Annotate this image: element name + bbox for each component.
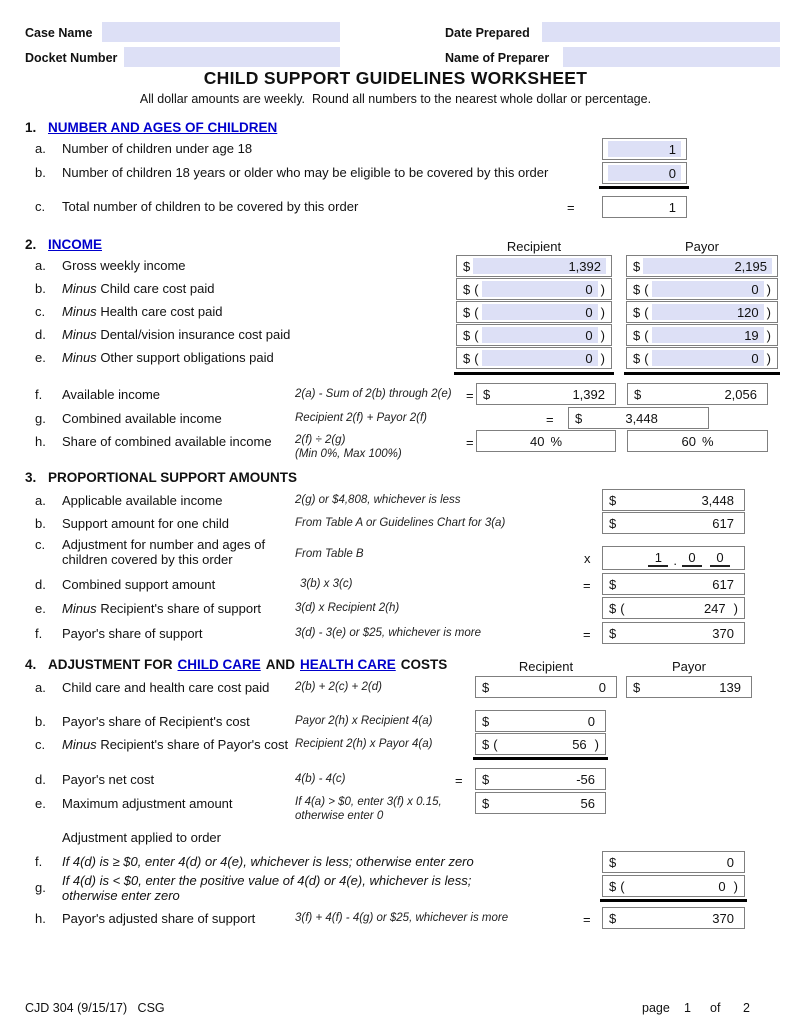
row-3c-formula: From Table B [295, 548, 364, 560]
row-3e-formula: 3(d) x Recipient 2(h) [295, 602, 400, 614]
row-4h-letter: h. [35, 911, 46, 926]
field-4b-value: 0 [587, 713, 595, 729]
field-2g-value: 3,448 [625, 410, 658, 426]
row-2g-formula: Recipient 2(f) + Payor 2(f) [295, 412, 427, 424]
row-2h-equals: = [466, 435, 474, 450]
open-paren: ( [644, 304, 649, 320]
page-title: CHILD SUPPORT GUIDELINES WORKSHEET [203, 68, 588, 88]
section3-title: PROPORTIONAL SUPPORT AMOUNTS [48, 470, 298, 485]
row-3d-equals: = [583, 578, 591, 593]
sum-line-4g [600, 899, 747, 902]
field-4h-box [602, 907, 745, 929]
field-2h-payor-box [627, 430, 768, 452]
row-3f-equals: = [583, 627, 591, 642]
row-1b-label: Number of children 18 years or older who may be eligible to be covered by this order [62, 165, 549, 180]
close-paren: ) [766, 350, 771, 366]
field-3d-value: 617 [712, 576, 734, 592]
row-3e-letter: e. [35, 601, 46, 616]
field-4e-box [475, 792, 606, 814]
open-paren: ( [644, 281, 649, 297]
dollar-sign: $ [633, 258, 641, 274]
field-2b-recipient-input[interactable]: 0 [482, 281, 598, 297]
field-2h-payor-value: 60 [681, 433, 696, 449]
dollar-sign: $ [609, 515, 617, 531]
dollar-sign: $ [483, 386, 491, 402]
close-paren: ) [733, 878, 738, 894]
row-1c-equals: = [567, 200, 575, 215]
field-2a-recipient-box [456, 255, 612, 277]
row-4c-label: Minus Recipient's share of Payor's cost [62, 737, 289, 752]
row-3a-label: Applicable available income [62, 493, 223, 508]
field-2c-recipient-box [456, 301, 612, 323]
dollar-sign: $ [609, 854, 617, 870]
open-paren: ( [620, 878, 625, 894]
health-care-link[interactable]: HEALTH CARE [300, 657, 396, 672]
row-2f-formula: 2(a) - Sum of 2(b) through 2(e) [295, 388, 452, 400]
dollar-sign: $ [633, 350, 641, 366]
field-4b-box [475, 710, 606, 732]
row-2a-letter: a. [35, 258, 46, 273]
row-4e-formula-line2: otherwise enter 0 [295, 810, 384, 822]
close-paren: ) [733, 600, 738, 616]
adjustment-applied-note: Adjustment applied to order [62, 830, 221, 845]
field-4g-box [602, 875, 745, 897]
field-2b-payor-input[interactable]: 0 [652, 281, 764, 297]
dollar-sign: $ [463, 304, 471, 320]
row-2d-label: Minus Dental/vision insurance cost paid [62, 327, 291, 342]
section2-recipient-header: Recipient [506, 239, 562, 254]
field-2d-recipient-box [456, 324, 612, 346]
field-3a-box [602, 489, 745, 511]
name-of-preparer-input[interactable] [563, 47, 780, 67]
form-code: CJD 304 (9/15/17) CSG [25, 1001, 165, 1015]
row-4g-label-line2: otherwise enter zero [62, 888, 180, 903]
row-4b-letter: b. [35, 714, 46, 729]
dollar-sign: $ [463, 258, 471, 274]
dollar-sign: $ [463, 327, 471, 343]
field-2e-recipient-input[interactable]: 0 [482, 350, 598, 366]
close-paren: ) [594, 736, 599, 752]
row-1b-letter: b. [35, 165, 46, 180]
minus-word: Minus [62, 304, 97, 319]
row-3c-label-line1: Adjustment for number and ages of [62, 537, 266, 552]
field-2b-recipient-box [456, 278, 612, 300]
field-3e-box [602, 597, 745, 619]
dollar-sign: $ [634, 386, 642, 402]
docket-number-label: Docket Number [25, 51, 118, 65]
field-4h-value: 370 [712, 910, 734, 926]
dollar-sign: $ [482, 771, 490, 787]
row-2h-formula-note: (Min 0%, Max 100%) [295, 448, 402, 460]
row-3b-formula: From Table A or Guidelines Chart for 3(a) [295, 517, 506, 529]
dollar-sign: $ [482, 679, 490, 695]
row-4f-letter: f. [35, 854, 43, 869]
row-3c-letter: c. [35, 537, 46, 552]
row-3d-label: Combined support amount [62, 577, 216, 592]
minus-word: Minus [62, 281, 97, 296]
case-name-label: Case Name [25, 26, 93, 40]
row-2h-letter: h. [35, 434, 46, 449]
field-2f-payor-value: 2,056 [724, 386, 757, 402]
row-2h-label: Share of combined available income [62, 434, 272, 449]
open-paren: ( [493, 736, 498, 752]
dollar-sign: $ [609, 878, 617, 894]
field-2d-recipient-input[interactable]: 0 [482, 327, 598, 343]
row-2g-label: Combined available income [62, 411, 222, 426]
open-paren: ( [474, 350, 479, 366]
open-paren: ( [474, 281, 479, 297]
field-2h-recipient-value: 40 [529, 433, 545, 449]
row-4h-equals: = [583, 912, 591, 927]
dollar-sign: $ [463, 281, 471, 297]
row-4b-label: Payor's share of Recipient's cost [62, 714, 250, 729]
row-2f-equals: = [466, 388, 474, 403]
field-2f-recipient-value: 1,392 [572, 386, 605, 402]
open-paren: ( [644, 327, 649, 343]
open-paren: ( [620, 600, 625, 616]
field-4a-payor-box [626, 676, 752, 698]
dollar-sign: $ [482, 795, 490, 811]
date-prepared-input[interactable] [542, 22, 780, 42]
row-4e-letter: e. [35, 796, 46, 811]
field-4a-payor-value: 139 [719, 679, 741, 695]
dollar-sign: $ [609, 625, 617, 641]
section4-title: ADJUSTMENT FOR CHILD CARE AND HEALTH CARE COSTS [48, 657, 448, 672]
row-4a-letter: a. [35, 680, 46, 695]
field-1c-value: 1 [668, 199, 676, 215]
field-3f-box [602, 622, 745, 644]
dollar-sign: $ [609, 600, 617, 616]
row-4a-formula: 2(b) + 2(c) + 2(d) [295, 681, 382, 693]
field-2f-payor-box [627, 383, 768, 405]
row-4g-letter: g. [35, 880, 46, 895]
row-4c-letter: c. [35, 737, 46, 752]
section2-payor-header: Payor [685, 239, 719, 254]
close-paren: ) [766, 304, 771, 320]
percent-sign: % [550, 433, 563, 449]
field-2d-payor-input[interactable]: 19 [652, 327, 764, 343]
dollar-sign: $ [575, 410, 583, 426]
row-4h-label: Payor's adjusted share of support [62, 911, 256, 926]
row-1a-letter: a. [35, 141, 46, 156]
field-2f-recipient-box [476, 383, 616, 405]
section2-title-link[interactable]: INCOME [48, 237, 102, 252]
dollar-sign: $ [633, 327, 641, 343]
close-paren: ) [600, 281, 605, 297]
dollar-sign: $ [633, 679, 641, 695]
dollar-sign: $ [482, 713, 490, 729]
field-3c-digit-1: 1 [648, 550, 668, 567]
field-4c-box [475, 733, 606, 755]
field-3c-digit-3: 0 [710, 550, 730, 567]
row-3c-label-line2: children covered by this order [62, 552, 233, 567]
row-4d-letter: d. [35, 772, 46, 787]
field-2b-payor-box [626, 278, 778, 300]
field-4g-value: 0 [718, 878, 726, 894]
field-3b-value: 617 [712, 515, 734, 531]
section4-recipient-header: Recipient [518, 659, 574, 674]
row-4d-formula: 4(b) - 4(c) [295, 773, 346, 785]
field-2h-recipient-box [476, 430, 616, 452]
field-4d-value: -56 [576, 771, 595, 787]
minus-word: Minus [62, 327, 97, 342]
row-2b-label: Minus Child care cost paid [62, 281, 215, 296]
close-paren: ) [600, 350, 605, 366]
close-paren: ) [766, 281, 771, 297]
field-2c-recipient-input[interactable]: 0 [482, 304, 598, 320]
field-1b-box [602, 162, 687, 184]
field-3a-value: 3,448 [701, 492, 734, 508]
row-2g-letter: g. [35, 411, 46, 426]
sum-line-4c [473, 757, 608, 760]
open-paren: ( [474, 327, 479, 343]
section4-number: 4. [25, 657, 37, 672]
open-paren: ( [474, 304, 479, 320]
date-prepared-label: Date Prepared [445, 26, 530, 40]
field-2a-payor-box [626, 255, 778, 277]
row-4f-label: If 4(d) is ≥ $0, enter 4(d) or 4(e), whichever is less; otherwise enter zero [62, 854, 474, 869]
field-2a-payor-input[interactable]: 2,195 [643, 258, 772, 274]
minus-word: Minus [62, 350, 97, 365]
row-3a-formula: 2(g) or $4,808, whichever is less [295, 494, 461, 506]
dollar-sign: $ [482, 736, 490, 752]
field-2c-payor-input[interactable]: 120 [652, 304, 764, 320]
field-3f-value: 370 [712, 625, 734, 641]
field-4d-box [475, 768, 606, 790]
page-label: page [642, 1001, 670, 1015]
dollar-sign: $ [609, 492, 617, 508]
row-2e-letter: e. [35, 350, 46, 365]
row-4e-label: Maximum adjustment amount [62, 796, 233, 811]
field-4f-value: 0 [726, 854, 734, 870]
section3-number: 3. [25, 470, 37, 485]
row-2c-label: Minus Health care cost paid [62, 304, 223, 319]
section1-title-link[interactable]: NUMBER AND AGES OF CHILDREN [48, 120, 278, 135]
field-2d-payor-box [626, 324, 778, 346]
row-3d-letter: d. [35, 577, 46, 592]
field-4a-recipient-value: 0 [598, 679, 606, 695]
page-current: 1 [684, 1001, 691, 1015]
field-3e-value: 247 [703, 600, 726, 616]
field-3d-box [602, 573, 745, 595]
field-2g-box [568, 407, 709, 429]
field-2e-recipient-box [456, 347, 612, 369]
docket-number-input[interactable] [124, 47, 340, 67]
row-3c-times: x [584, 551, 591, 566]
open-paren: ( [644, 350, 649, 366]
row-2b-letter: b. [35, 281, 46, 296]
row-2a-label: Gross weekly income [62, 258, 186, 273]
field-1b-input[interactable]: 0 [608, 165, 681, 181]
row-1a-label: Number of children under age 18 [62, 141, 253, 156]
close-paren: ) [600, 327, 605, 343]
row-4d-label: Payor's net cost [62, 772, 155, 787]
field-4c-value: 56 [572, 736, 587, 752]
field-4f-box [602, 851, 745, 873]
row-2h-formula: 2(f) ÷ 2(g) [295, 434, 346, 446]
section1-number: 1. [25, 120, 37, 135]
row-3d-formula: 3(b) x 3(c) [300, 578, 353, 590]
row-4g-label-line1: If 4(d) is < $0, enter the positive value of 4(d) or 4(e), whichever is less; [62, 873, 472, 888]
row-4h-formula: 3(f) + 4(f) - 4(g) or $25, whichever is more [295, 912, 509, 924]
section4-payor-header: Payor [672, 659, 706, 674]
row-2f-label: Available income [62, 387, 161, 402]
row-3a-letter: a. [35, 493, 46, 508]
field-1c-box [602, 196, 687, 218]
row-4e-formula-line1: If 4(a) > $0, enter 3(f) x 0.15, [295, 796, 442, 808]
field-2e-payor-input[interactable]: 0 [652, 350, 764, 366]
row-4b-formula: Payor 2(h) x Recipient 4(a) [295, 715, 433, 727]
row-3f-letter: f. [35, 626, 43, 641]
close-paren: ) [766, 327, 771, 343]
row-2g-equals: = [546, 412, 554, 427]
minus-word: Minus [62, 737, 97, 752]
field-4e-value: 56 [580, 795, 595, 811]
field-3b-box [602, 512, 745, 534]
dollar-sign: $ [633, 304, 641, 320]
of-label: of [710, 1001, 721, 1015]
page-subtitle: All dollar amounts are weekly. Round all numbers to the nearest whole dollar or percentage. [139, 92, 652, 106]
row-3b-letter: b. [35, 516, 46, 531]
row-4d-equals: = [455, 773, 463, 788]
row-2d-letter: d. [35, 327, 46, 342]
row-4a-label: Child care and health care cost paid [62, 680, 270, 695]
decimal-point: . [673, 552, 677, 568]
dollar-sign: $ [463, 350, 471, 366]
case-name-input[interactable] [102, 22, 340, 42]
field-2c-payor-box [626, 301, 778, 323]
page-total: 2 [743, 1001, 750, 1015]
field-1a-input[interactable]: 1 [608, 141, 681, 157]
row-1c-letter: c. [35, 199, 46, 214]
sum-line-2-payor [624, 372, 780, 375]
close-paren: ) [600, 304, 605, 320]
field-3c-box [602, 546, 745, 570]
field-4a-recipient-box [475, 676, 617, 698]
dollar-sign: $ [609, 910, 617, 926]
field-2a-recipient-input[interactable]: 1,392 [473, 258, 606, 274]
field-3c-digit-2: 0 [682, 550, 702, 567]
child-care-link[interactable]: CHILD CARE [177, 657, 261, 672]
sum-line-2-recipient [454, 372, 614, 375]
field-1a-box [602, 138, 687, 160]
row-1c-label: Total number of children to be covered by this order [62, 199, 359, 214]
sum-line-1 [599, 186, 689, 189]
row-3e-label: Minus Recipient's share of support [62, 601, 262, 616]
dollar-sign: $ [609, 576, 617, 592]
name-of-preparer-label: Name of Preparer [445, 51, 550, 65]
percent-sign: % [701, 433, 714, 449]
row-2e-label: Minus Other support obligations paid [62, 350, 274, 365]
row-3f-formula: 3(d) - 3(e) or $25, whichever is more [295, 627, 481, 639]
row-2c-letter: c. [35, 304, 46, 319]
row-3f-label: Payor's share of support [62, 626, 203, 641]
dollar-sign: $ [633, 281, 641, 297]
row-4c-formula: Recipient 2(h) x Payor 4(a) [295, 738, 433, 750]
minus-word: Minus [62, 601, 97, 616]
section2-number: 2. [25, 237, 37, 252]
row-2f-letter: f. [35, 387, 43, 402]
field-2e-payor-box [626, 347, 778, 369]
row-3b-label: Support amount for one child [62, 516, 229, 531]
